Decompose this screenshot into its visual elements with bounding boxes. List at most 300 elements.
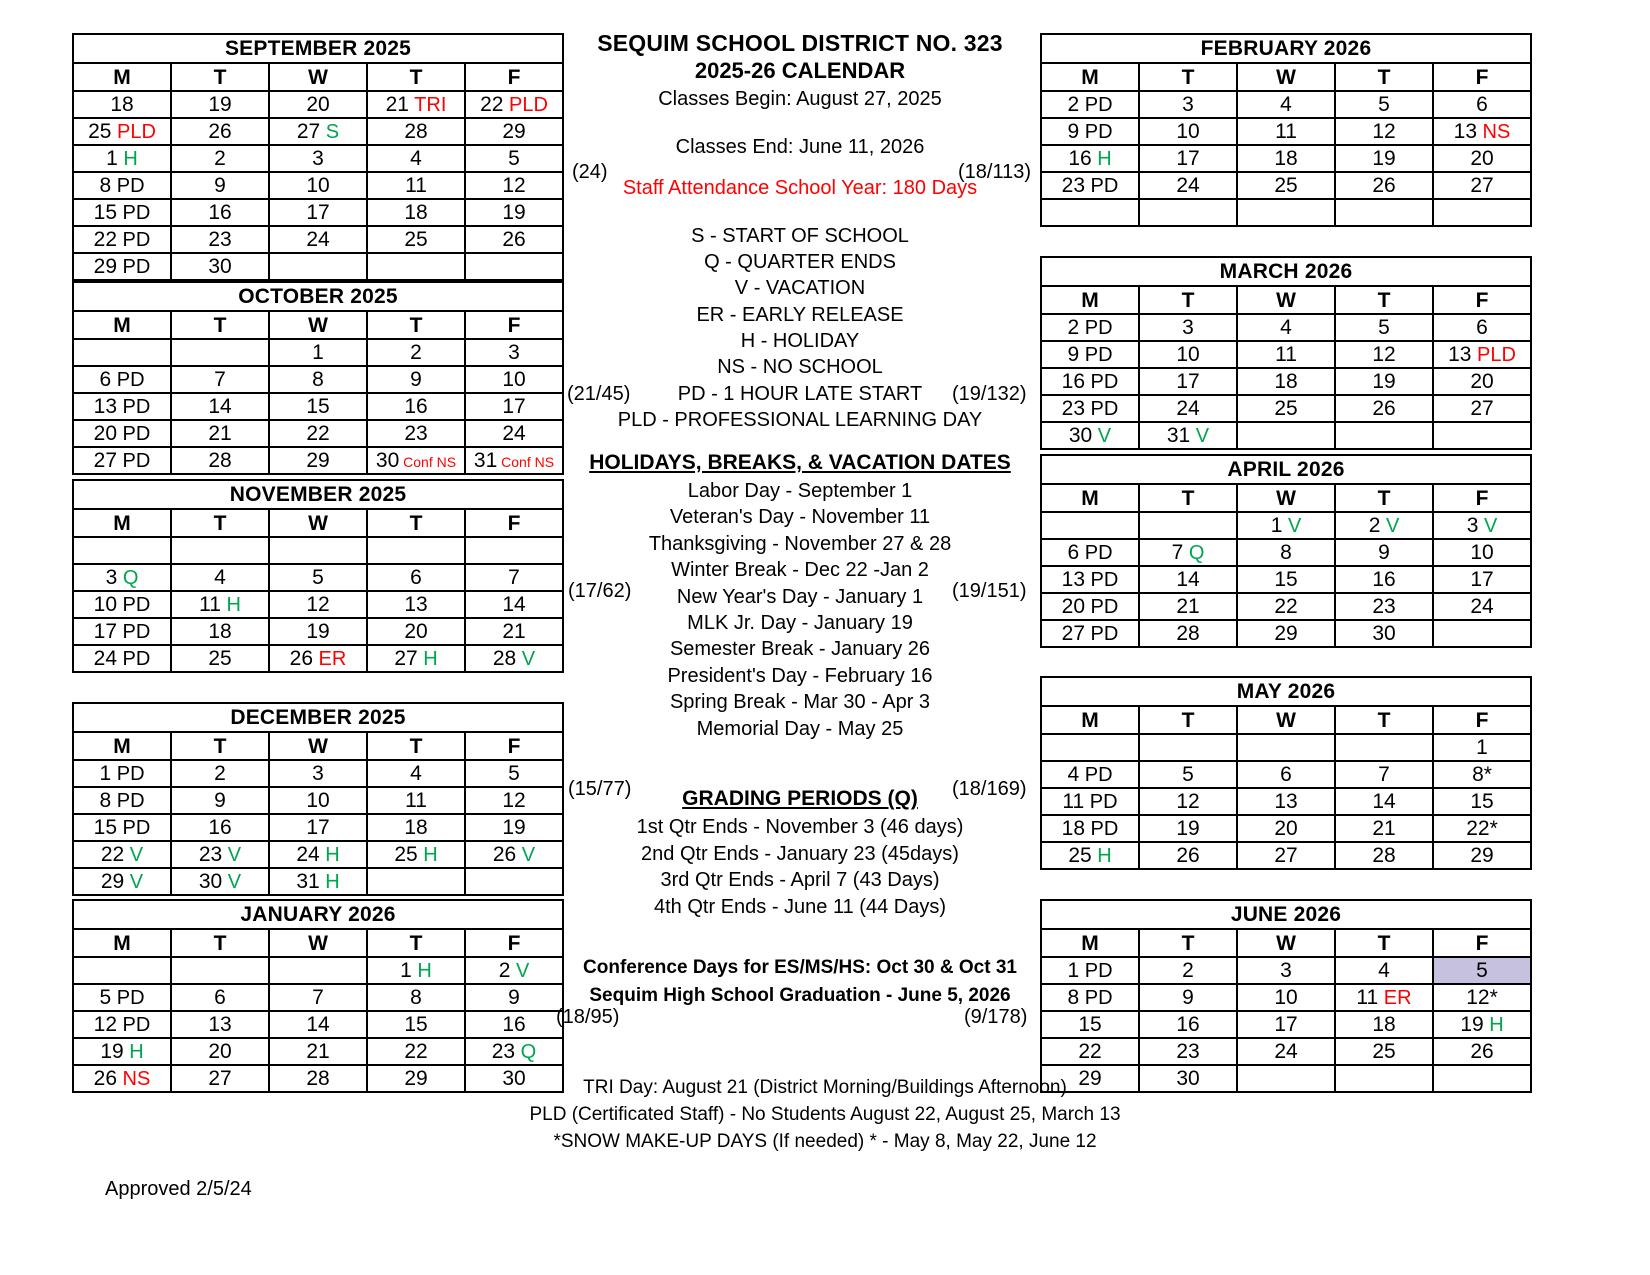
day-cell[interactable]: [465, 814, 563, 841]
day-number: 14: [1176, 568, 1200, 591]
day-cell[interactable]: [465, 145, 563, 172]
day-cell[interactable]: [1433, 368, 1531, 395]
day-cell[interactable]: [1139, 172, 1237, 199]
day-cell[interactable]: [1237, 620, 1335, 647]
day-cell[interactable]: [1041, 815, 1139, 842]
day-cell[interactable]: [1433, 1011, 1531, 1038]
day-cell[interactable]: [1433, 314, 1531, 341]
day-of-week-header: T: [1335, 286, 1433, 314]
day-cell[interactable]: [269, 760, 367, 787]
day-of-week-header: T: [1139, 63, 1237, 91]
day-cell[interactable]: [269, 118, 367, 145]
day-number: 26: [93, 1067, 117, 1090]
day-cell[interactable]: [73, 1038, 171, 1065]
day-cell[interactable]: [1237, 984, 1335, 1011]
day-cell[interactable]: [1041, 422, 1139, 449]
day-cell[interactable]: [367, 957, 465, 984]
day-cell[interactable]: [269, 868, 367, 895]
day-cell[interactable]: [367, 199, 465, 226]
day-tag: H: [319, 844, 340, 866]
week-row: [73, 591, 563, 618]
day-cell[interactable]: [367, 814, 465, 841]
day-number: 3: [1280, 959, 1292, 982]
day-cell[interactable]: [1433, 957, 1531, 984]
day-cell[interactable]: [367, 145, 465, 172]
day-cell[interactable]: [1433, 566, 1531, 593]
day-cell[interactable]: [1433, 395, 1531, 422]
day-number: 13: [1453, 120, 1477, 143]
day-cell[interactable]: [73, 145, 171, 172]
day-cell[interactable]: [1041, 788, 1139, 815]
day-number: 8: [312, 368, 324, 391]
day-cell[interactable]: [269, 1038, 367, 1065]
day-cell[interactable]: [1335, 593, 1433, 620]
day-cell[interactable]: [171, 564, 269, 591]
day-number: 11: [1062, 790, 1085, 813]
day-cell[interactable]: [171, 226, 269, 253]
day-cell[interactable]: [1139, 341, 1237, 368]
day-cell[interactable]: [465, 760, 563, 787]
day-number: 20: [1274, 817, 1298, 840]
day-cell[interactable]: [465, 841, 563, 868]
day-cell[interactable]: [171, 814, 269, 841]
month-title: NOVEMBER 2025: [73, 480, 563, 509]
day-of-week-header: F: [1433, 929, 1531, 957]
day-tag: PD: [117, 450, 151, 472]
day-cell[interactable]: [1041, 1038, 1139, 1065]
day-cell[interactable]: [171, 199, 269, 226]
day-of-week-row: [73, 929, 563, 957]
day-cell[interactable]: [465, 787, 563, 814]
day-of-week-header: F: [1433, 286, 1531, 314]
day-cell[interactable]: [1041, 395, 1139, 422]
week-row: [1041, 620, 1531, 647]
day-cell[interactable]: [1139, 1038, 1237, 1065]
day-cell[interactable]: [171, 1038, 269, 1065]
day-cell[interactable]: [171, 420, 269, 447]
day-cell[interactable]: [73, 91, 171, 118]
day-cell[interactable]: [1041, 566, 1139, 593]
day-cell[interactable]: [73, 591, 171, 618]
week-row: [73, 787, 563, 814]
day-cell[interactable]: [1237, 341, 1335, 368]
day-tag: V: [124, 844, 144, 866]
day-of-week-header: W: [1237, 286, 1335, 314]
day-cell[interactable]: [367, 447, 465, 474]
day-cell[interactable]: [269, 841, 367, 868]
day-cell[interactable]: [367, 1011, 465, 1038]
day-cell[interactable]: [1237, 172, 1335, 199]
day-cell[interactable]: [1237, 368, 1335, 395]
day-cell[interactable]: [73, 447, 171, 474]
day-cell[interactable]: [1041, 145, 1139, 172]
day-cell[interactable]: [1237, 512, 1335, 539]
day-cell[interactable]: [1237, 1038, 1335, 1065]
day-cell[interactable]: [171, 172, 269, 199]
day-cell[interactable]: [367, 91, 465, 118]
month-title: JUNE 2026: [1041, 900, 1531, 929]
day-cell[interactable]: [1139, 422, 1237, 449]
day-tag: V: [1380, 515, 1400, 537]
day-cell[interactable]: [1041, 1011, 1139, 1038]
day-cell[interactable]: [465, 957, 563, 984]
day-cell[interactable]: [1041, 368, 1139, 395]
day-cell[interactable]: [1335, 957, 1433, 984]
day-cell[interactable]: [367, 172, 465, 199]
empty-day-cell: [1335, 199, 1433, 226]
day-cell[interactable]: [171, 253, 269, 280]
day-cell[interactable]: [73, 226, 171, 253]
grading-list: [560, 814, 1040, 920]
day-cell[interactable]: [367, 787, 465, 814]
day-cell[interactable]: [1433, 172, 1531, 199]
day-number: 3: [312, 147, 324, 170]
day-cell[interactable]: [1335, 145, 1433, 172]
day-cell[interactable]: [367, 760, 465, 787]
day-cell[interactable]: [171, 145, 269, 172]
day-number: 8: [99, 789, 112, 812]
day-cell[interactable]: [73, 253, 171, 280]
day-cell[interactable]: [73, 1011, 171, 1038]
week-row: [1041, 422, 1531, 449]
day-number: 19: [502, 201, 526, 224]
day-cell[interactable]: [73, 118, 171, 145]
day-cell[interactable]: [1041, 341, 1139, 368]
week-row: [73, 645, 563, 672]
day-cell[interactable]: [1041, 842, 1139, 869]
day-cell[interactable]: [73, 420, 171, 447]
day-cell[interactable]: [1237, 91, 1335, 118]
month-title-row: [1041, 455, 1531, 484]
day-of-week-row: [73, 311, 563, 339]
day-cell[interactable]: [73, 618, 171, 645]
day-of-week-header: W: [1237, 484, 1335, 512]
day-cell[interactable]: [1237, 788, 1335, 815]
day-cell[interactable]: [465, 447, 563, 474]
day-cell[interactable]: [269, 420, 367, 447]
day-cell[interactable]: [171, 787, 269, 814]
day-cell[interactable]: [1433, 512, 1531, 539]
day-cell[interactable]: [171, 447, 269, 474]
day-cell[interactable]: [1237, 539, 1335, 566]
day-cell[interactable]: [171, 645, 269, 672]
day-cell[interactable]: [269, 91, 367, 118]
day-cell[interactable]: [367, 841, 465, 868]
day-tag: TRI: [408, 94, 447, 116]
day-cell[interactable]: [1237, 1011, 1335, 1038]
day-cell[interactable]: [367, 420, 465, 447]
day-cell[interactable]: [367, 393, 465, 420]
day-cell[interactable]: [1139, 314, 1237, 341]
day-cell[interactable]: [465, 645, 563, 672]
day-cell[interactable]: [1139, 539, 1237, 566]
day-cell[interactable]: [1335, 341, 1433, 368]
day-cell[interactable]: [171, 1011, 269, 1038]
day-cell[interactable]: [1041, 761, 1139, 788]
day-cell[interactable]: [269, 814, 367, 841]
day-cell[interactable]: [1139, 620, 1237, 647]
day-cell[interactable]: [1433, 815, 1531, 842]
footnote-line: TRI Day: August 21 (District Morning/Buildings Afternoon): [583, 1077, 1067, 1098]
day-cell[interactable]: [171, 366, 269, 393]
day-cell[interactable]: [1433, 91, 1531, 118]
day-cell[interactable]: [1335, 566, 1433, 593]
day-cell[interactable]: [1335, 172, 1433, 199]
day-cell[interactable]: [1335, 395, 1433, 422]
day-cell[interactable]: [269, 1011, 367, 1038]
day-cell[interactable]: [1139, 566, 1237, 593]
day-cell[interactable]: [1237, 815, 1335, 842]
day-cell[interactable]: [171, 841, 269, 868]
day-cell[interactable]: [1139, 145, 1237, 172]
day-cell[interactable]: [73, 366, 171, 393]
day-tag: PD: [117, 396, 151, 418]
week-row: [1041, 341, 1531, 368]
month-calendar-september-2025: [72, 33, 564, 281]
day-cell[interactable]: [1335, 815, 1433, 842]
day-number: 22: [93, 228, 117, 251]
day-cell[interactable]: [171, 760, 269, 787]
day-cell[interactable]: [1139, 957, 1237, 984]
day-cell[interactable]: [367, 984, 465, 1011]
day-cell[interactable]: [1237, 118, 1335, 145]
day-cell[interactable]: [269, 984, 367, 1011]
day-cell[interactable]: [1237, 145, 1335, 172]
day-cell[interactable]: [465, 1011, 563, 1038]
day-cell[interactable]: [269, 339, 367, 366]
day-cell[interactable]: [1335, 984, 1433, 1011]
day-cell[interactable]: [1139, 118, 1237, 145]
day-cell[interactable]: [269, 645, 367, 672]
day-cell[interactable]: [1237, 957, 1335, 984]
month-calendar-june-2026: [1040, 899, 1532, 1093]
day-number: 6: [214, 986, 226, 1009]
day-cell[interactable]: [1041, 118, 1139, 145]
day-cell[interactable]: [465, 366, 563, 393]
day-cell[interactable]: [1237, 395, 1335, 422]
day-cell[interactable]: [1433, 539, 1531, 566]
day-cell[interactable]: [367, 118, 465, 145]
day-cell[interactable]: [73, 199, 171, 226]
day-cell[interactable]: [465, 564, 563, 591]
week-row: [73, 420, 563, 447]
day-cell[interactable]: [269, 226, 367, 253]
day-number: 3: [508, 341, 520, 364]
day-tag: H: [220, 594, 241, 616]
day-number: 25: [1068, 844, 1092, 867]
day-number: 20: [1470, 370, 1494, 393]
day-cell[interactable]: [1335, 761, 1433, 788]
day-cell[interactable]: [465, 591, 563, 618]
day-cell[interactable]: [465, 420, 563, 447]
day-number: 7: [1378, 763, 1390, 786]
day-of-week-header: F: [465, 929, 563, 957]
day-number: 2: [1182, 959, 1194, 982]
day-tag: PD: [1085, 596, 1119, 618]
day-number: 10: [306, 174, 330, 197]
day-cell[interactable]: [1433, 341, 1531, 368]
day-cell[interactable]: [73, 984, 171, 1011]
day-cell[interactable]: [465, 226, 563, 253]
day-cell[interactable]: [1237, 842, 1335, 869]
day-cell[interactable]: [1139, 395, 1237, 422]
day-cell[interactable]: [1139, 1011, 1237, 1038]
day-cell[interactable]: [1139, 368, 1237, 395]
day-cell[interactable]: [465, 984, 563, 1011]
day-number: 19: [1372, 147, 1396, 170]
day-cell[interactable]: [367, 591, 465, 618]
day-cell[interactable]: [269, 618, 367, 645]
day-cell[interactable]: [1433, 761, 1531, 788]
day-cell[interactable]: [1433, 788, 1531, 815]
day-tag: PD: [117, 648, 151, 670]
day-cell[interactable]: [367, 645, 465, 672]
day-count-left: (21/45): [567, 383, 631, 405]
day-cell[interactable]: [171, 91, 269, 118]
day-cell[interactable]: [1041, 539, 1139, 566]
day-cell[interactable]: [1433, 118, 1531, 145]
day-cell[interactable]: [367, 564, 465, 591]
day-number: 3: [1182, 316, 1194, 339]
day-cell[interactable]: [1139, 815, 1237, 842]
day-tag: PD: [1085, 818, 1119, 840]
day-cell[interactable]: [1433, 593, 1531, 620]
day-cell[interactable]: [465, 393, 563, 420]
day-cell[interactable]: [73, 787, 171, 814]
day-cell[interactable]: [1335, 1011, 1433, 1038]
day-cell[interactable]: [171, 618, 269, 645]
day-cell[interactable]: [1139, 593, 1237, 620]
day-number: 24: [93, 647, 117, 670]
day-tag: H: [1091, 845, 1112, 867]
day-cell[interactable]: [73, 645, 171, 672]
day-number: 21: [502, 620, 526, 643]
holiday-item: Spring Break - Mar 30 - Apr 3: [669, 691, 931, 714]
day-cell[interactable]: [171, 393, 269, 420]
day-number: 5: [1378, 316, 1390, 339]
day-cell[interactable]: [465, 91, 563, 118]
day-number: 4: [410, 147, 422, 170]
day-cell[interactable]: [269, 172, 367, 199]
day-cell[interactable]: [1335, 118, 1433, 145]
day-cell[interactable]: [1335, 512, 1433, 539]
day-cell[interactable]: [73, 172, 171, 199]
day-cell[interactable]: [269, 564, 367, 591]
day-cell[interactable]: [73, 564, 171, 591]
day-cell[interactable]: [73, 814, 171, 841]
day-cell[interactable]: [367, 618, 465, 645]
day-number: 26: [502, 228, 526, 251]
week-row: [1041, 368, 1531, 395]
day-cell[interactable]: [73, 841, 171, 868]
day-cell[interactable]: [1041, 620, 1139, 647]
day-of-week-header: M: [1041, 929, 1139, 957]
day-cell[interactable]: [1433, 842, 1531, 869]
day-number: 26: [1372, 397, 1396, 420]
day-cell[interactable]: [1335, 314, 1433, 341]
day-cell[interactable]: [171, 118, 269, 145]
day-cell[interactable]: [1139, 842, 1237, 869]
day-cell[interactable]: [1335, 842, 1433, 869]
day-number: 26: [289, 647, 313, 670]
day-cell[interactable]: [1139, 91, 1237, 118]
day-tag: PD: [111, 369, 145, 391]
day-cell[interactable]: [1433, 734, 1531, 761]
day-cell[interactable]: [1335, 620, 1433, 647]
day-cell[interactable]: [465, 199, 563, 226]
day-cell[interactable]: [269, 787, 367, 814]
day-number: 30: [375, 449, 400, 472]
day-cell[interactable]: [1041, 593, 1139, 620]
day-cell[interactable]: [465, 618, 563, 645]
day-cell[interactable]: [269, 393, 367, 420]
day-cell[interactable]: [1139, 788, 1237, 815]
day-number: 8: [99, 174, 112, 197]
day-cell[interactable]: [465, 118, 563, 145]
week-row: [1041, 566, 1531, 593]
day-cell[interactable]: [1041, 957, 1139, 984]
day-tag: NS: [1477, 121, 1511, 143]
day-cell[interactable]: [1335, 91, 1433, 118]
day-cell[interactable]: [171, 868, 269, 895]
day-cell[interactable]: [269, 199, 367, 226]
day-cell[interactable]: [1433, 1038, 1531, 1065]
day-cell[interactable]: [367, 366, 465, 393]
day-cell[interactable]: [465, 339, 563, 366]
empty-day-cell: [1139, 734, 1237, 761]
day-cell[interactable]: [1237, 593, 1335, 620]
day-cell[interactable]: [1335, 788, 1433, 815]
day-cell[interactable]: [269, 366, 367, 393]
day-cell[interactable]: [1041, 984, 1139, 1011]
day-number: 13: [93, 395, 117, 418]
day-cell[interactable]: [1335, 368, 1433, 395]
day-number: 13: [208, 1013, 232, 1036]
day-cell[interactable]: [1139, 761, 1237, 788]
week-row: [1041, 984, 1531, 1011]
day-cell[interactable]: [269, 447, 367, 474]
day-cell[interactable]: [367, 1038, 465, 1065]
day-cell[interactable]: [1237, 566, 1335, 593]
day-cell[interactable]: [1041, 172, 1139, 199]
day-cell[interactable]: [269, 591, 367, 618]
day-cell[interactable]: [1433, 984, 1531, 1011]
day-number: 26: [1176, 844, 1200, 867]
day-cell[interactable]: [1237, 761, 1335, 788]
day-cell[interactable]: [269, 145, 367, 172]
day-cell[interactable]: [1041, 91, 1139, 118]
day-cell[interactable]: [1335, 1038, 1433, 1065]
day-cell[interactable]: [73, 868, 171, 895]
day-cell[interactable]: [1433, 145, 1531, 172]
day-cell[interactable]: [1041, 314, 1139, 341]
day-cell[interactable]: [465, 1038, 563, 1065]
day-cell[interactable]: [465, 172, 563, 199]
day-cell[interactable]: [73, 760, 171, 787]
day-cell[interactable]: [1139, 984, 1237, 1011]
day-cell[interactable]: [171, 591, 269, 618]
month-calendar-february-2026: [1040, 33, 1532, 227]
day-cell[interactable]: [367, 226, 465, 253]
day-cell[interactable]: [367, 339, 465, 366]
day-number: 27: [1470, 397, 1494, 420]
day-number: 30: [208, 255, 232, 278]
day-cell[interactable]: [1335, 539, 1433, 566]
day-cell[interactable]: [73, 393, 171, 420]
day-number: 22: [404, 1040, 428, 1063]
day-cell[interactable]: [171, 984, 269, 1011]
day-cell[interactable]: [1237, 314, 1335, 341]
